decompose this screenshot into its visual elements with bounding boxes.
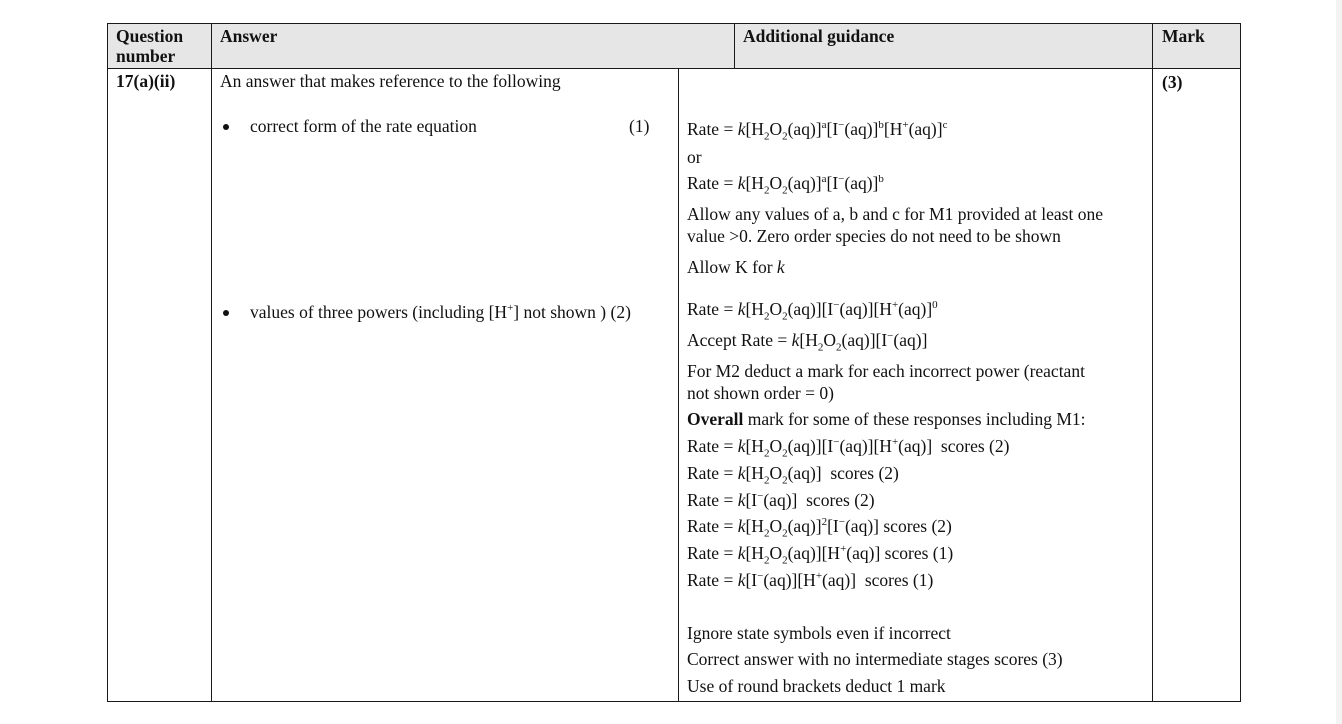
guidance-allow-values-line2: value >0. Zero order species do not need to be shown — [687, 226, 1061, 246]
table-border-top — [107, 23, 1241, 24]
guidance-m2-line1: For M2 deduct a mark for each incorrect power (reactant — [687, 361, 1085, 381]
guidance-rate-equation-powers: Rate = $k[H_2O_2(aq)][I^-(aq)][H^+(aq)]^0$ — [687, 299, 938, 323]
guidance-or: or — [687, 147, 702, 167]
scrollbar-track[interactable] — [1336, 0, 1342, 724]
header-question-number — [116, 26, 196, 66]
bullet2-text: values of three powers (including [H+] not shown ) (2) — [250, 302, 631, 322]
bullet-point — [223, 124, 229, 130]
guidance-response-2: Rate = $k[H_2O_2(aq)]$ scores (2) — [687, 463, 899, 487]
table-border-right — [1240, 23, 1241, 702]
guidance-rate-equation-short: Rate = $k[H_2O_2(aq)]^a[I^-(aq)]^b$ — [687, 173, 884, 197]
table-border-bottom — [107, 701, 1241, 702]
guidance-response-4: Rate = $k[H_2O_2(aq)]^2[I^-(aq)]$ scores (2) — [687, 516, 952, 540]
header-row-background — [108, 24, 1240, 68]
column-divider-header-guidance — [734, 23, 735, 69]
header-row-divider — [107, 68, 1241, 69]
mark-scheme-table — [107, 23, 1241, 702]
header-mark: Mark — [1162, 26, 1205, 46]
mark-cell: (3) — [1162, 72, 1183, 92]
guidance-correct-answer: Correct answer with no intermediate stages scores (3) — [687, 649, 1063, 669]
guidance-response-1: Rate = $k[H_2O_2(aq)][I^-(aq)][H^+(aq)]$ scores (2) — [687, 436, 1010, 460]
bullet1-text: correct form of the rate equation — [250, 116, 477, 136]
guidance-response-5: Rate = $k[H_2O_2(aq)][H^+(aq)]$ scores (1) — [687, 543, 954, 567]
answer-intro: An answer that makes reference to the following — [220, 71, 561, 91]
guidance-allow-values-line1: Allow any values of a, b and c for M1 provided at least one — [687, 204, 1103, 224]
guidance-accept-rate: Accept Rate = $k[H_2O_2(aq)][I^-(aq)]$ — [687, 330, 928, 354]
bullet-point — [223, 310, 229, 316]
header-question-number-text: Question number — [116, 26, 184, 66]
column-divider-mark — [1152, 23, 1153, 702]
header-answer: Answer — [220, 26, 278, 46]
guidance-m2-line2: not shown order = 0) — [687, 383, 834, 403]
guidance-overall: Overall mark for some of these responses including M1: — [687, 409, 1086, 429]
question-number-cell: 17(a)(ii) — [116, 71, 176, 91]
table-border-left — [107, 23, 108, 702]
guidance-ignore-state: Ignore state symbols even if incorrect — [687, 623, 951, 643]
guidance-rate-equation-full: Rate = $k[H_2O_2(aq)]^a[I^-(aq)]^b[H^+(aq)]^c$ — [687, 119, 948, 143]
guidance-response-6: Rate = k[I−(aq)][H+(aq)] scores (1) — [687, 570, 934, 590]
guidance-round-brackets: Use of round brackets deduct 1 mark — [687, 676, 946, 696]
bullet1-mark: (1) — [629, 116, 650, 136]
header-additional-guidance: Additional guidance — [743, 26, 895, 46]
column-divider-answer-guidance — [678, 68, 679, 702]
guidance-allow-k: Allow K for k — [687, 257, 785, 277]
column-divider-question — [211, 23, 212, 702]
guidance-response-3: Rate = k[I−(aq)] scores (2) — [687, 490, 875, 510]
